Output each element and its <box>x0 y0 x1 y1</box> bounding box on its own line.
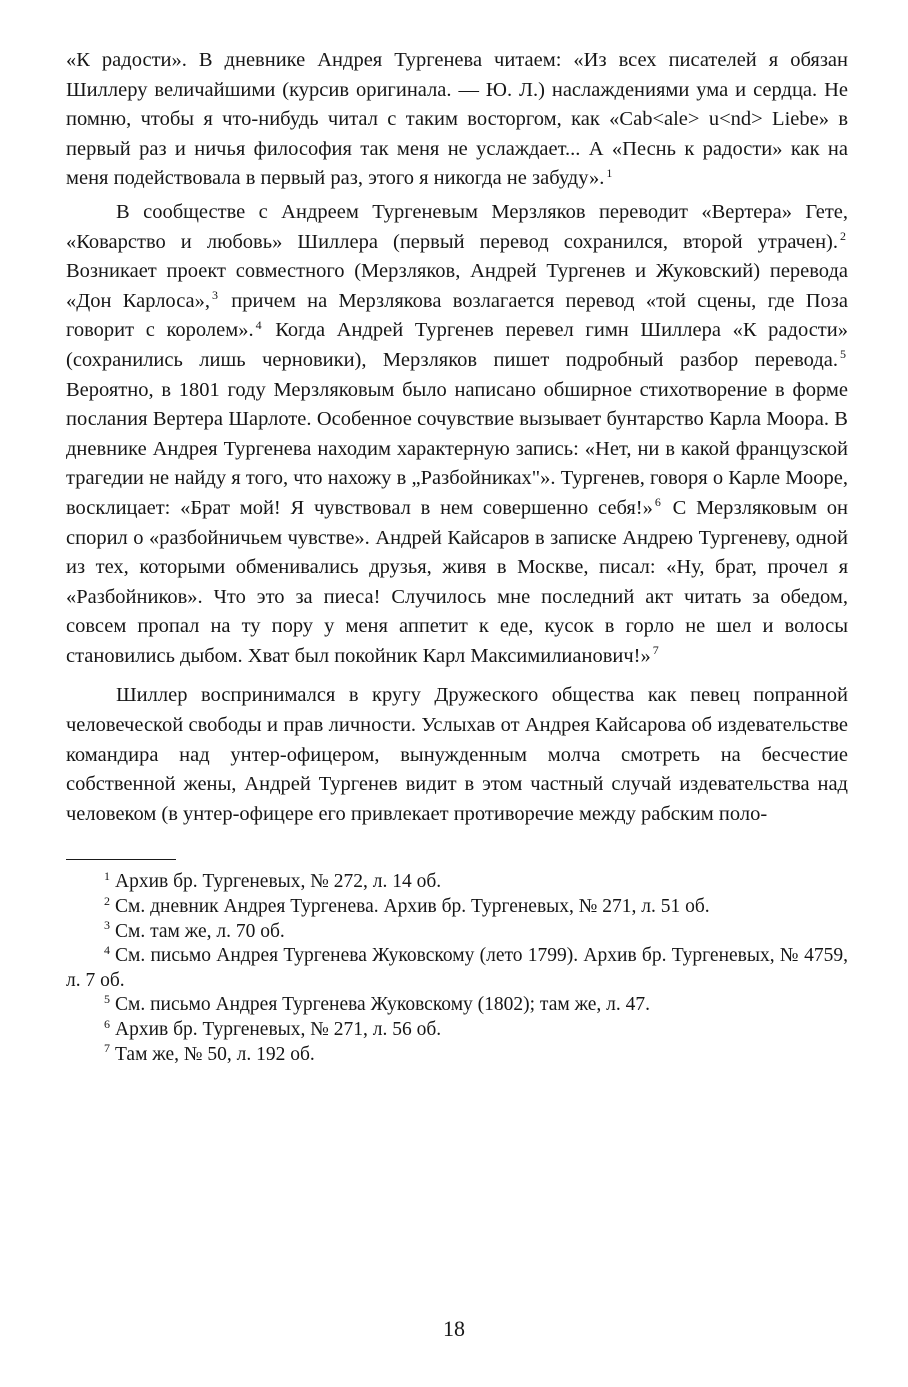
paragraph-1 <box>66 46 848 194</box>
page-number: 18 <box>443 1316 465 1341</box>
paragraph-2-sentence-3: причем на Мерзлякова возлагается перевод «той сцены, где Поза говорит с королем». <box>66 289 848 342</box>
footnote-number: 7 <box>104 1041 110 1056</box>
footnote-ref-2: 2 <box>840 228 846 243</box>
paragraph-2 <box>66 198 848 672</box>
footnote-text: См. письмо Андрея Тургенева Жуковскому (1802); там же, л. 47. <box>115 994 651 1016</box>
paragraph-1-text: «К радости». В дневнике Андрея Тургенева читаем: «Из всех писателей я обязан Шиллеру величайшими (курсив оригинала. — Ю. Л.) наслаждениями ума и сердца. Не помню, чтобы я что-нибудь читал с таким восторгом, как «Cab<ale> u<nd> Liebe» в первый раз и ничья философия так меня не услаждает... А «Песнь к радости» как на меня подействовала в первый раз, этого я никогда не забуду». <box>66 49 848 190</box>
paragraph-2-sentence-2: Возникает проект совместного (Мерзляков, Андрей Тургенев и Жуковский) перевода «Дон Карлоса», <box>66 260 848 312</box>
footnote-number: 4 <box>104 942 110 957</box>
footnote-1 <box>66 870 848 895</box>
paragraph-3 <box>66 681 848 829</box>
footnote-5 <box>66 993 848 1018</box>
paragraph-2-sentence-5: Вероятно, в 1801 году Мерзляковым было написано обширное стихотворение в форме послания Вертера Шарлоте. Особенное сочувствие вызывает бунтарство Карла Моора. В дневнике Андрея Тургенева находим характерную запись: «Нет, ни в какой французской трагедии не найду я того, что нахожу в „Разбойниках"». Тургенев, говоря о Карле Мооре, восклицает: «Брат мой! Я чувствовал в нем совершенно себя!» <box>66 378 848 519</box>
footnote-text: Архив бр. Тургеневых, № 271, л. 56 об. <box>115 1019 442 1040</box>
paragraph-2-sentence-4: Когда Андрей Тургенев перевел гимн Шиллера «К радости» (сохранились лишь черновики), Мерзляков пишет подробный разбор перевода. <box>66 319 848 371</box>
footnote-ref-7: 7 <box>652 643 659 658</box>
footnote-text: См. письмо Андрея Тургенева Жуковскому (лето 1799). Архив бр. Тургеневых, № 4759, л. 7 об. <box>66 945 848 991</box>
footnote-number: 5 <box>104 991 110 1006</box>
footnotes <box>66 870 848 1067</box>
footnote-6 <box>66 1018 848 1043</box>
paragraph-2-sentence-6: С Мерзляковым он спорил о «разбойничьем чувстве». Андрей Кайсаров в записке Андрею Тургеневу, одной из тех, которыми обменивались друзья, живя в Москве, писал: «Ну, брат, прочел я «Разбойников». Что это за пиеса! Случилось мне последний акт читать за обедом, совсем пропал на ту пору у меня аппетит к еде, кусок в горло не шел и волосы становились дыбом. Хват был покойник Карл Максимилианович!» <box>66 496 848 667</box>
footnote-ref-3: 3 <box>212 287 219 302</box>
footnote-text: Там же, № 50, л. 192 об. <box>115 1043 315 1065</box>
footnote-4 <box>66 944 848 993</box>
footnote-7 <box>66 1043 848 1068</box>
footnote-number: 6 <box>104 1016 110 1031</box>
paragraph-gap <box>66 671 848 681</box>
footnote-3 <box>66 920 848 945</box>
footnote-ref-6: 6 <box>654 495 661 510</box>
footnote-text: Архив бр. Тургеневых, № 272, л. 14 об. <box>115 871 442 893</box>
paragraph-3-text: Шиллер воспринимался в кругу Дружеского общества как певец попранной человеческой свободы и прав личности. Услыхав от Андрея Кайсарова об издевательстве командира над унтер-офицером, вынужденным молча смотреть на бесчестие собственной жены, Андрей Тургенев видит в этом частный случай издевательства над человеком (в унтер-офицере его привлекает противоречие между рабским поло- <box>66 684 848 825</box>
footnote-ref-1: 1 <box>606 165 613 180</box>
footnote-number: 3 <box>104 918 110 933</box>
footnote-text: См. дневник Андрея Тургенева. Архив бр. Тургеневых, № 271, л. 51 об. <box>115 896 710 918</box>
footnote-separator <box>66 859 176 860</box>
footnote-text: См. там же, л. 70 об. <box>115 920 285 942</box>
footnote-2 <box>66 895 848 920</box>
footnote-number: 1 <box>104 868 110 883</box>
paragraph-2-sentence-1: В сообществе с Андреем Тургеневым Мерзляков переводит «Вертера» Гете, «Коварство и любовь» Шиллера (первый перевод сохранился, второй утрачен). <box>66 200 848 253</box>
footnote-ref-4: 4 <box>255 317 262 332</box>
footnote-number: 2 <box>104 893 110 908</box>
footnote-ref-5: 5 <box>840 347 846 362</box>
page-content <box>66 46 848 1067</box>
